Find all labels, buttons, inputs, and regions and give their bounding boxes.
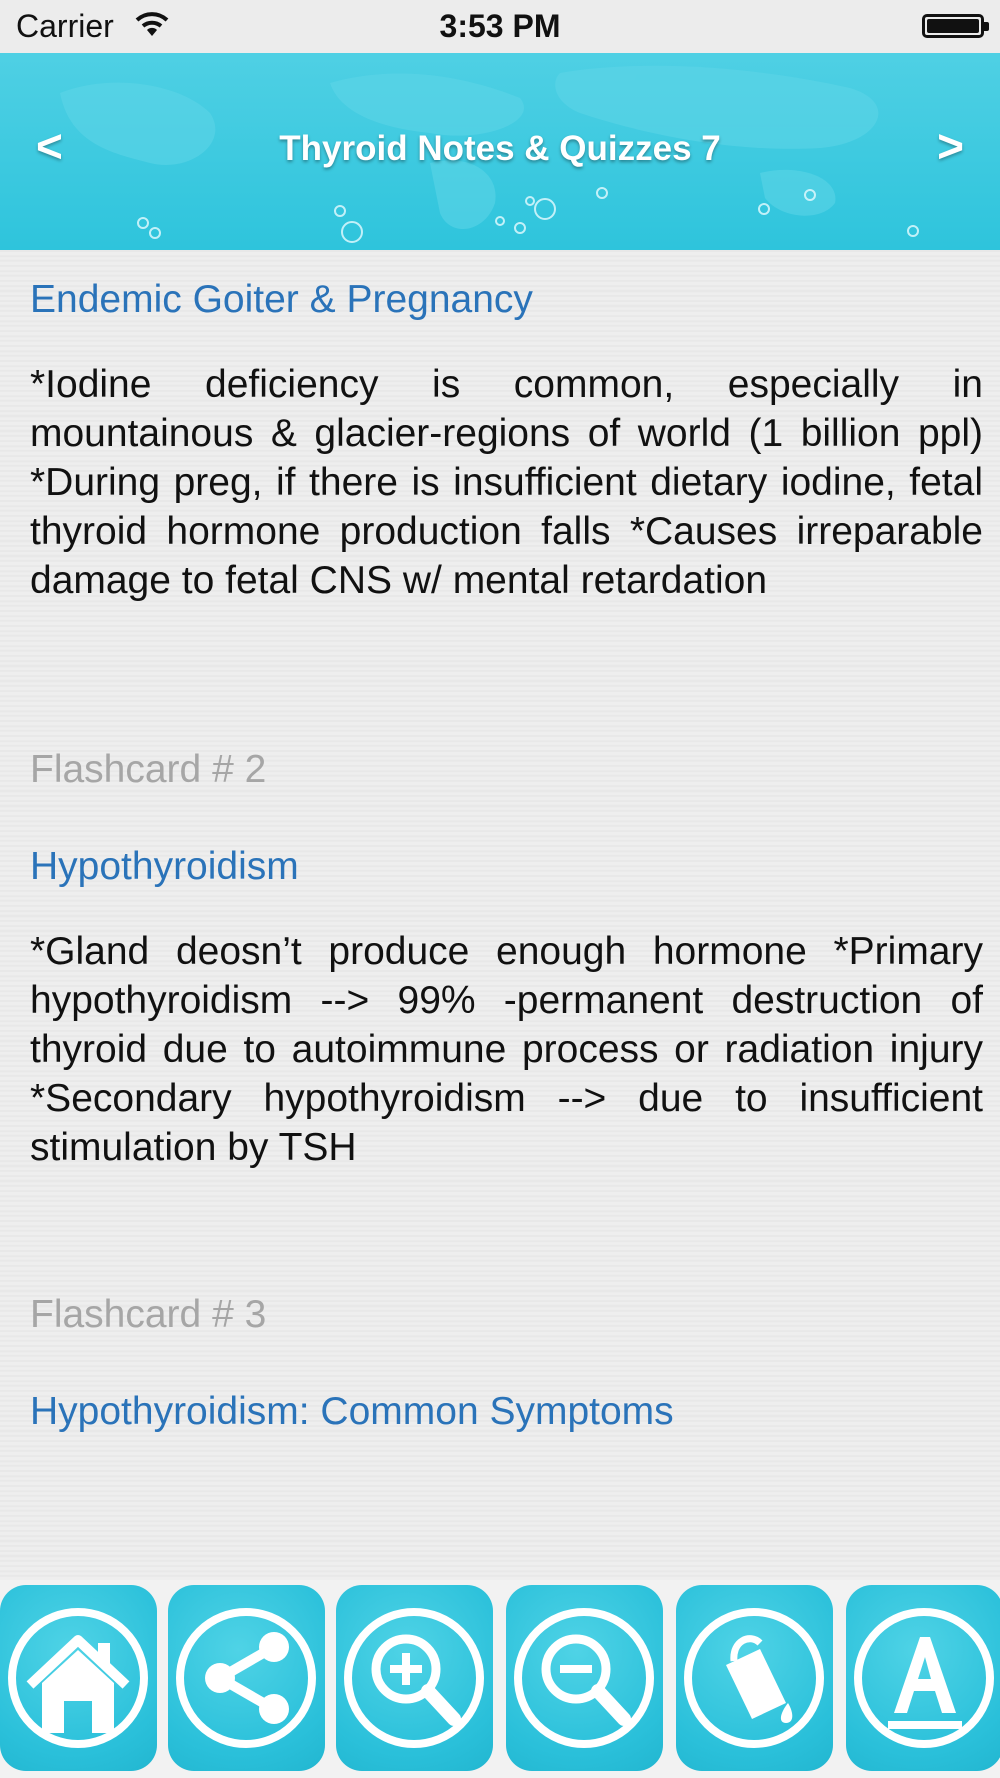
- paint-bucket-icon: [676, 1585, 833, 1771]
- page-title: Thyroid Notes & Quizzes 7: [279, 129, 721, 168]
- flashcard-number-label: Flashcard # 3: [30, 1293, 267, 1336]
- flashcard-content[interactable]: [30, 250, 983, 1580]
- zoom-in-button[interactable]: [336, 1585, 493, 1771]
- theme-button[interactable]: [676, 1585, 833, 1771]
- font-icon: [846, 1585, 1000, 1771]
- home-button[interactable]: [0, 1585, 157, 1771]
- status-time: 3:53 PM: [439, 8, 561, 44]
- status-bar: [0, 0, 1000, 53]
- previous-button[interactable]: <: [36, 120, 63, 172]
- share-icon: [168, 1585, 325, 1771]
- home-icon: [0, 1585, 157, 1771]
- zoom-out-button[interactable]: [506, 1585, 663, 1771]
- share-button[interactable]: [168, 1585, 325, 1771]
- nav-bar: [0, 53, 1000, 250]
- font-button[interactable]: [846, 1585, 1000, 1771]
- card-heading: Hypothyroidism: [30, 845, 299, 888]
- flashcard-number-label: Flashcard # 2: [30, 748, 267, 791]
- zoom-in-icon: [336, 1585, 493, 1771]
- card-body: *Gland deosn’t produce enough hormone *Primary hypothyroidism --> 99% -permanent destruction of thyroid due to autoimmune process or radiation injury *Secondary hypothyroidism --> due to insufficient stimulation by TSH: [30, 930, 983, 1169]
- card-body: *Iodine deficiency is common, especially in mountainous & glacier-regions of world (1 billion ppl) *During preg, if there is insufficient dietary iodine, fetal thyroid hormone production falls *Causes irreparable damage to fetal CNS w/ mental retardation: [30, 363, 983, 602]
- bottom-toolbar: [0, 1580, 1000, 1778]
- card-heading: Hypothyroidism: Common Symptoms: [30, 1390, 674, 1433]
- card-heading: Endemic Goiter & Pregnancy: [30, 278, 533, 321]
- next-button[interactable]: >: [937, 120, 964, 172]
- carrier-label: Carrier: [16, 8, 114, 44]
- zoom-out-icon: [506, 1585, 663, 1771]
- battery-icon: [922, 14, 984, 38]
